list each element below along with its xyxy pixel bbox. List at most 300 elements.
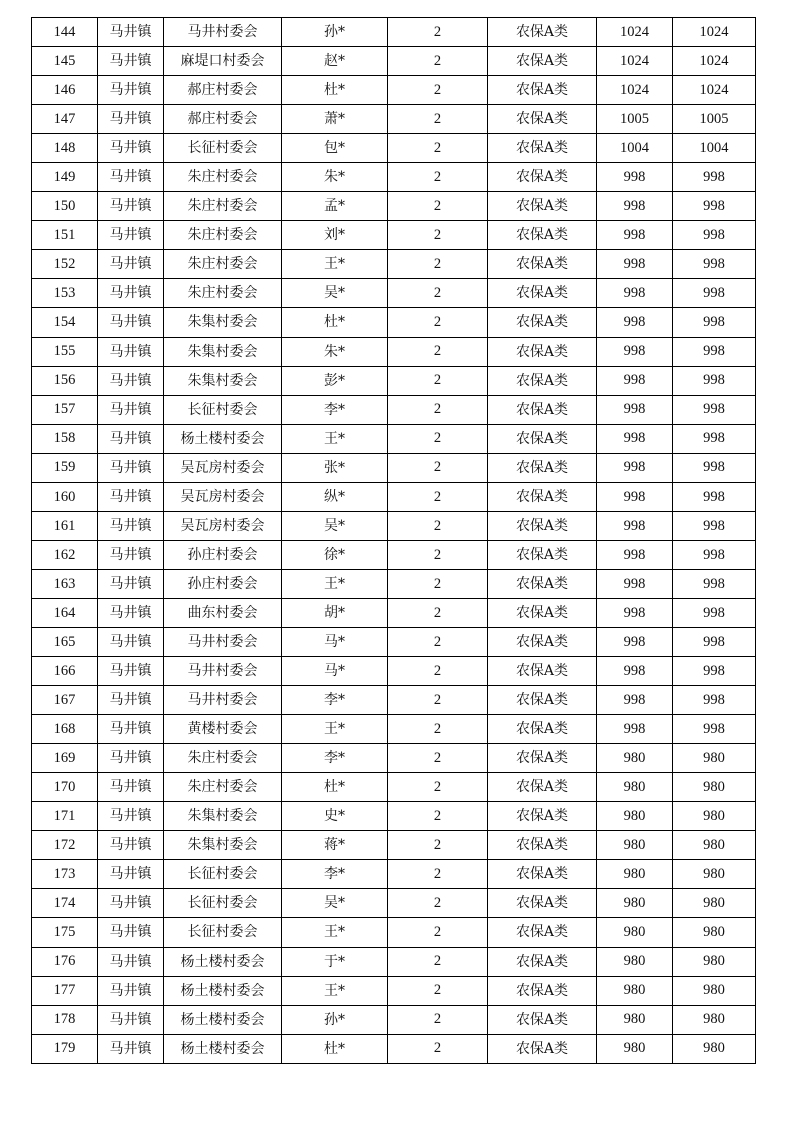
household-count-cell: 2 bbox=[388, 598, 488, 627]
amount-cell: 980 bbox=[597, 860, 673, 889]
town-cell: 马井镇 bbox=[98, 918, 164, 947]
town-cell: 马井镇 bbox=[98, 511, 164, 540]
row-number-cell: 174 bbox=[32, 889, 98, 918]
table-row bbox=[32, 482, 756, 511]
town-cell: 马井镇 bbox=[98, 192, 164, 221]
village-committee-cell: 朱集村委会 bbox=[164, 308, 282, 337]
town-cell: 马井镇 bbox=[98, 76, 164, 105]
household-count-cell: 2 bbox=[388, 976, 488, 1005]
person-name-cell: 彭* bbox=[282, 366, 388, 395]
total-cell: 998 bbox=[673, 366, 756, 395]
household-count-cell: 2 bbox=[388, 366, 488, 395]
category-cell: 农保A类 bbox=[488, 105, 597, 134]
total-cell: 998 bbox=[673, 715, 756, 744]
household-count-cell: 2 bbox=[388, 395, 488, 424]
town-cell: 马井镇 bbox=[98, 1034, 164, 1063]
amount-cell: 998 bbox=[597, 482, 673, 511]
amount-cell: 998 bbox=[597, 192, 673, 221]
row-number-cell: 166 bbox=[32, 657, 98, 686]
person-name-cell: 赵* bbox=[282, 47, 388, 76]
row-number-cell: 175 bbox=[32, 918, 98, 947]
person-name-cell: 蒋* bbox=[282, 831, 388, 860]
category-cell: 农保A类 bbox=[488, 598, 597, 627]
household-count-cell: 2 bbox=[388, 424, 488, 453]
town-cell: 马井镇 bbox=[98, 1005, 164, 1034]
category-cell: 农保A类 bbox=[488, 947, 597, 976]
person-name-cell: 萧* bbox=[282, 105, 388, 134]
person-name-cell: 孙* bbox=[282, 1005, 388, 1034]
row-number-cell: 179 bbox=[32, 1034, 98, 1063]
household-count-cell: 2 bbox=[388, 947, 488, 976]
person-name-cell: 杜* bbox=[282, 76, 388, 105]
category-cell: 农保A类 bbox=[488, 163, 597, 192]
table-row bbox=[32, 453, 756, 482]
amount-cell: 980 bbox=[597, 976, 673, 1005]
amount-cell: 998 bbox=[597, 221, 673, 250]
village-committee-cell: 朱庄村委会 bbox=[164, 250, 282, 279]
village-committee-cell: 曲东村委会 bbox=[164, 598, 282, 627]
village-committee-cell: 长征村委会 bbox=[164, 395, 282, 424]
person-name-cell: 孙* bbox=[282, 18, 388, 47]
table-row bbox=[32, 163, 756, 192]
row-number-cell: 178 bbox=[32, 1005, 98, 1034]
row-number-cell: 173 bbox=[32, 860, 98, 889]
table-row bbox=[32, 395, 756, 424]
row-number-cell: 168 bbox=[32, 715, 98, 744]
town-cell: 马井镇 bbox=[98, 105, 164, 134]
household-count-cell: 2 bbox=[388, 105, 488, 134]
table-row bbox=[32, 831, 756, 860]
amount-cell: 998 bbox=[597, 424, 673, 453]
amount-cell: 998 bbox=[597, 598, 673, 627]
table-row bbox=[32, 744, 756, 773]
person-name-cell: 王* bbox=[282, 424, 388, 453]
town-cell: 马井镇 bbox=[98, 657, 164, 686]
total-cell: 980 bbox=[673, 744, 756, 773]
category-cell: 农保A类 bbox=[488, 657, 597, 686]
amount-cell: 998 bbox=[597, 627, 673, 656]
town-cell: 马井镇 bbox=[98, 279, 164, 308]
row-number-cell: 163 bbox=[32, 569, 98, 598]
category-cell: 农保A类 bbox=[488, 540, 597, 569]
category-cell: 农保A类 bbox=[488, 279, 597, 308]
village-committee-cell: 马井村委会 bbox=[164, 657, 282, 686]
village-committee-cell: 朱集村委会 bbox=[164, 337, 282, 366]
table-row bbox=[32, 134, 756, 163]
town-cell: 马井镇 bbox=[98, 18, 164, 47]
person-name-cell: 王* bbox=[282, 976, 388, 1005]
total-cell: 980 bbox=[673, 976, 756, 1005]
row-number-cell: 165 bbox=[32, 627, 98, 656]
town-cell: 马井镇 bbox=[98, 802, 164, 831]
village-committee-cell: 朱庄村委会 bbox=[164, 279, 282, 308]
person-name-cell: 王* bbox=[282, 569, 388, 598]
village-committee-cell: 郝庄村委会 bbox=[164, 76, 282, 105]
amount-cell: 998 bbox=[597, 569, 673, 598]
row-number-cell: 150 bbox=[32, 192, 98, 221]
village-committee-cell: 杨土楼村委会 bbox=[164, 1034, 282, 1063]
total-cell: 998 bbox=[673, 686, 756, 715]
row-number-cell: 144 bbox=[32, 18, 98, 47]
category-cell: 农保A类 bbox=[488, 47, 597, 76]
household-count-cell: 2 bbox=[388, 47, 488, 76]
village-committee-cell: 朱庄村委会 bbox=[164, 192, 282, 221]
amount-cell: 1024 bbox=[597, 76, 673, 105]
amount-cell: 980 bbox=[597, 947, 673, 976]
village-committee-cell: 朱集村委会 bbox=[164, 366, 282, 395]
category-cell: 农保A类 bbox=[488, 860, 597, 889]
row-number-cell: 155 bbox=[32, 337, 98, 366]
town-cell: 马井镇 bbox=[98, 453, 164, 482]
household-count-cell: 2 bbox=[388, 221, 488, 250]
person-name-cell: 王* bbox=[282, 715, 388, 744]
village-committee-cell: 孙庄村委会 bbox=[164, 540, 282, 569]
table-row bbox=[32, 860, 756, 889]
town-cell: 马井镇 bbox=[98, 540, 164, 569]
village-committee-cell: 黄楼村委会 bbox=[164, 715, 282, 744]
household-count-cell: 2 bbox=[388, 18, 488, 47]
person-name-cell: 于* bbox=[282, 947, 388, 976]
person-name-cell: 李* bbox=[282, 744, 388, 773]
total-cell: 1005 bbox=[673, 105, 756, 134]
category-cell: 农保A类 bbox=[488, 627, 597, 656]
village-committee-cell: 杨土楼村委会 bbox=[164, 947, 282, 976]
household-count-cell: 2 bbox=[388, 511, 488, 540]
total-cell: 998 bbox=[673, 250, 756, 279]
total-cell: 980 bbox=[673, 860, 756, 889]
town-cell: 马井镇 bbox=[98, 889, 164, 918]
amount-cell: 980 bbox=[597, 1005, 673, 1034]
total-cell: 998 bbox=[673, 511, 756, 540]
table-row bbox=[32, 511, 756, 540]
household-count-cell: 2 bbox=[388, 860, 488, 889]
table-row bbox=[32, 192, 756, 221]
total-cell: 1024 bbox=[673, 47, 756, 76]
category-cell: 农保A类 bbox=[488, 366, 597, 395]
amount-cell: 1024 bbox=[597, 18, 673, 47]
town-cell: 马井镇 bbox=[98, 366, 164, 395]
row-number-cell: 160 bbox=[32, 482, 98, 511]
town-cell: 马井镇 bbox=[98, 860, 164, 889]
table-body bbox=[32, 18, 756, 1064]
table-row bbox=[32, 773, 756, 802]
category-cell: 农保A类 bbox=[488, 395, 597, 424]
town-cell: 马井镇 bbox=[98, 773, 164, 802]
person-name-cell: 张* bbox=[282, 453, 388, 482]
total-cell: 998 bbox=[673, 308, 756, 337]
household-count-cell: 2 bbox=[388, 569, 488, 598]
row-number-cell: 152 bbox=[32, 250, 98, 279]
category-cell: 农保A类 bbox=[488, 569, 597, 598]
category-cell: 农保A类 bbox=[488, 802, 597, 831]
village-committee-cell: 杨土楼村委会 bbox=[164, 1005, 282, 1034]
town-cell: 马井镇 bbox=[98, 831, 164, 860]
table-row bbox=[32, 337, 756, 366]
row-number-cell: 161 bbox=[32, 511, 98, 540]
total-cell: 1024 bbox=[673, 18, 756, 47]
household-count-cell: 2 bbox=[388, 1034, 488, 1063]
village-committee-cell: 吴瓦房村委会 bbox=[164, 482, 282, 511]
row-number-cell: 167 bbox=[32, 686, 98, 715]
village-committee-cell: 朱集村委会 bbox=[164, 831, 282, 860]
town-cell: 马井镇 bbox=[98, 221, 164, 250]
amount-cell: 998 bbox=[597, 279, 673, 308]
table-row bbox=[32, 47, 756, 76]
amount-cell: 980 bbox=[597, 773, 673, 802]
person-name-cell: 王* bbox=[282, 918, 388, 947]
town-cell: 马井镇 bbox=[98, 395, 164, 424]
person-name-cell: 包* bbox=[282, 134, 388, 163]
village-committee-cell: 吴瓦房村委会 bbox=[164, 511, 282, 540]
household-count-cell: 2 bbox=[388, 627, 488, 656]
total-cell: 980 bbox=[673, 889, 756, 918]
total-cell: 980 bbox=[673, 773, 756, 802]
amount-cell: 998 bbox=[597, 308, 673, 337]
category-cell: 农保A类 bbox=[488, 18, 597, 47]
table-row bbox=[32, 366, 756, 395]
total-cell: 998 bbox=[673, 482, 756, 511]
household-count-cell: 2 bbox=[388, 337, 488, 366]
category-cell: 农保A类 bbox=[488, 773, 597, 802]
category-cell: 农保A类 bbox=[488, 918, 597, 947]
amount-cell: 998 bbox=[597, 366, 673, 395]
amount-cell: 980 bbox=[597, 802, 673, 831]
category-cell: 农保A类 bbox=[488, 686, 597, 715]
category-cell: 农保A类 bbox=[488, 192, 597, 221]
person-name-cell: 吴* bbox=[282, 279, 388, 308]
category-cell: 农保A类 bbox=[488, 1034, 597, 1063]
row-number-cell: 169 bbox=[32, 744, 98, 773]
category-cell: 农保A类 bbox=[488, 308, 597, 337]
person-name-cell: 朱* bbox=[282, 163, 388, 192]
town-cell: 马井镇 bbox=[98, 482, 164, 511]
row-number-cell: 170 bbox=[32, 773, 98, 802]
town-cell: 马井镇 bbox=[98, 47, 164, 76]
total-cell: 1004 bbox=[673, 134, 756, 163]
category-cell: 农保A类 bbox=[488, 337, 597, 366]
table-row bbox=[32, 18, 756, 47]
amount-cell: 998 bbox=[597, 163, 673, 192]
village-committee-cell: 杨土楼村委会 bbox=[164, 976, 282, 1005]
amount-cell: 998 bbox=[597, 540, 673, 569]
total-cell: 998 bbox=[673, 657, 756, 686]
household-count-cell: 2 bbox=[388, 657, 488, 686]
person-name-cell: 李* bbox=[282, 686, 388, 715]
town-cell: 马井镇 bbox=[98, 308, 164, 337]
total-cell: 998 bbox=[673, 221, 756, 250]
village-committee-cell: 郝庄村委会 bbox=[164, 105, 282, 134]
person-name-cell: 李* bbox=[282, 395, 388, 424]
amount-cell: 998 bbox=[597, 715, 673, 744]
amount-cell: 980 bbox=[597, 744, 673, 773]
town-cell: 马井镇 bbox=[98, 250, 164, 279]
amount-cell: 1024 bbox=[597, 47, 673, 76]
row-number-cell: 148 bbox=[32, 134, 98, 163]
category-cell: 农保A类 bbox=[488, 250, 597, 279]
town-cell: 马井镇 bbox=[98, 627, 164, 656]
total-cell: 998 bbox=[673, 279, 756, 308]
total-cell: 980 bbox=[673, 1005, 756, 1034]
row-number-cell: 153 bbox=[32, 279, 98, 308]
household-count-cell: 2 bbox=[388, 715, 488, 744]
amount-cell: 998 bbox=[597, 337, 673, 366]
row-number-cell: 157 bbox=[32, 395, 98, 424]
row-number-cell: 164 bbox=[32, 598, 98, 627]
row-number-cell: 172 bbox=[32, 831, 98, 860]
row-number-cell: 156 bbox=[32, 366, 98, 395]
table-row bbox=[32, 221, 756, 250]
table-row bbox=[32, 1005, 756, 1034]
table-row bbox=[32, 1034, 756, 1063]
village-committee-cell: 孙庄村委会 bbox=[164, 569, 282, 598]
total-cell: 980 bbox=[673, 802, 756, 831]
table-row bbox=[32, 424, 756, 453]
category-cell: 农保A类 bbox=[488, 76, 597, 105]
amount-cell: 998 bbox=[597, 453, 673, 482]
category-cell: 农保A类 bbox=[488, 744, 597, 773]
person-name-cell: 吴* bbox=[282, 889, 388, 918]
household-count-cell: 2 bbox=[388, 308, 488, 337]
amount-cell: 1005 bbox=[597, 105, 673, 134]
amount-cell: 980 bbox=[597, 1034, 673, 1063]
household-count-cell: 2 bbox=[388, 279, 488, 308]
household-count-cell: 2 bbox=[388, 482, 488, 511]
row-number-cell: 171 bbox=[32, 802, 98, 831]
village-committee-cell: 马井村委会 bbox=[164, 686, 282, 715]
household-count-cell: 2 bbox=[388, 831, 488, 860]
person-name-cell: 刘* bbox=[282, 221, 388, 250]
total-cell: 998 bbox=[673, 163, 756, 192]
person-name-cell: 孟* bbox=[282, 192, 388, 221]
table-row bbox=[32, 947, 756, 976]
row-number-cell: 177 bbox=[32, 976, 98, 1005]
village-committee-cell: 朱庄村委会 bbox=[164, 163, 282, 192]
village-committee-cell: 长征村委会 bbox=[164, 918, 282, 947]
table-row bbox=[32, 802, 756, 831]
town-cell: 马井镇 bbox=[98, 715, 164, 744]
household-count-cell: 2 bbox=[388, 744, 488, 773]
total-cell: 998 bbox=[673, 192, 756, 221]
total-cell: 998 bbox=[673, 598, 756, 627]
household-count-cell: 2 bbox=[388, 192, 488, 221]
category-cell: 农保A类 bbox=[488, 453, 597, 482]
amount-cell: 998 bbox=[597, 686, 673, 715]
total-cell: 998 bbox=[673, 395, 756, 424]
household-count-cell: 2 bbox=[388, 76, 488, 105]
table-row bbox=[32, 308, 756, 337]
village-committee-cell: 长征村委会 bbox=[164, 889, 282, 918]
person-name-cell: 纵* bbox=[282, 482, 388, 511]
town-cell: 马井镇 bbox=[98, 569, 164, 598]
category-cell: 农保A类 bbox=[488, 831, 597, 860]
village-committee-cell: 马井村委会 bbox=[164, 627, 282, 656]
table-row bbox=[32, 889, 756, 918]
category-cell: 农保A类 bbox=[488, 1005, 597, 1034]
village-committee-cell: 朱集村委会 bbox=[164, 802, 282, 831]
household-count-cell: 2 bbox=[388, 918, 488, 947]
village-committee-cell: 朱庄村委会 bbox=[164, 221, 282, 250]
person-name-cell: 马* bbox=[282, 657, 388, 686]
town-cell: 马井镇 bbox=[98, 976, 164, 1005]
person-name-cell: 杜* bbox=[282, 773, 388, 802]
row-number-cell: 159 bbox=[32, 453, 98, 482]
table-row bbox=[32, 250, 756, 279]
person-name-cell: 李* bbox=[282, 860, 388, 889]
village-committee-cell: 长征村委会 bbox=[164, 134, 282, 163]
town-cell: 马井镇 bbox=[98, 163, 164, 192]
row-number-cell: 158 bbox=[32, 424, 98, 453]
village-committee-cell: 吴瓦房村委会 bbox=[164, 453, 282, 482]
household-count-cell: 2 bbox=[388, 453, 488, 482]
village-committee-cell: 长征村委会 bbox=[164, 860, 282, 889]
total-cell: 980 bbox=[673, 831, 756, 860]
amount-cell: 980 bbox=[597, 831, 673, 860]
person-name-cell: 吴* bbox=[282, 511, 388, 540]
amount-cell: 998 bbox=[597, 250, 673, 279]
category-cell: 农保A类 bbox=[488, 889, 597, 918]
table-row bbox=[32, 540, 756, 569]
category-cell: 农保A类 bbox=[488, 482, 597, 511]
town-cell: 马井镇 bbox=[98, 686, 164, 715]
total-cell: 980 bbox=[673, 1034, 756, 1063]
person-name-cell: 朱* bbox=[282, 337, 388, 366]
village-committee-cell: 马井村委会 bbox=[164, 18, 282, 47]
town-cell: 马井镇 bbox=[98, 744, 164, 773]
household-count-cell: 2 bbox=[388, 686, 488, 715]
table-row bbox=[32, 976, 756, 1005]
total-cell: 998 bbox=[673, 337, 756, 366]
person-name-cell: 王* bbox=[282, 250, 388, 279]
total-cell: 980 bbox=[673, 947, 756, 976]
person-name-cell: 马* bbox=[282, 627, 388, 656]
household-count-cell: 2 bbox=[388, 773, 488, 802]
town-cell: 马井镇 bbox=[98, 947, 164, 976]
person-name-cell: 史* bbox=[282, 802, 388, 831]
amount-cell: 998 bbox=[597, 395, 673, 424]
household-count-cell: 2 bbox=[388, 540, 488, 569]
category-cell: 农保A类 bbox=[488, 511, 597, 540]
total-cell: 980 bbox=[673, 918, 756, 947]
row-number-cell: 151 bbox=[32, 221, 98, 250]
total-cell: 998 bbox=[673, 569, 756, 598]
table-row bbox=[32, 627, 756, 656]
amount-cell: 998 bbox=[597, 511, 673, 540]
table-row bbox=[32, 279, 756, 308]
village-committee-cell: 杨土楼村委会 bbox=[164, 424, 282, 453]
household-count-cell: 2 bbox=[388, 250, 488, 279]
category-cell: 农保A类 bbox=[488, 976, 597, 1005]
town-cell: 马井镇 bbox=[98, 337, 164, 366]
table-row bbox=[32, 715, 756, 744]
person-name-cell: 杜* bbox=[282, 1034, 388, 1063]
table-row bbox=[32, 569, 756, 598]
category-cell: 农保A类 bbox=[488, 134, 597, 163]
household-count-cell: 2 bbox=[388, 134, 488, 163]
town-cell: 马井镇 bbox=[98, 424, 164, 453]
town-cell: 马井镇 bbox=[98, 598, 164, 627]
row-number-cell: 154 bbox=[32, 308, 98, 337]
row-number-cell: 146 bbox=[32, 76, 98, 105]
table-row bbox=[32, 105, 756, 134]
category-cell: 农保A类 bbox=[488, 715, 597, 744]
household-count-cell: 2 bbox=[388, 163, 488, 192]
table-row bbox=[32, 657, 756, 686]
household-count-cell: 2 bbox=[388, 1005, 488, 1034]
village-committee-cell: 朱庄村委会 bbox=[164, 773, 282, 802]
household-count-cell: 2 bbox=[388, 802, 488, 831]
total-cell: 998 bbox=[673, 424, 756, 453]
total-cell: 1024 bbox=[673, 76, 756, 105]
